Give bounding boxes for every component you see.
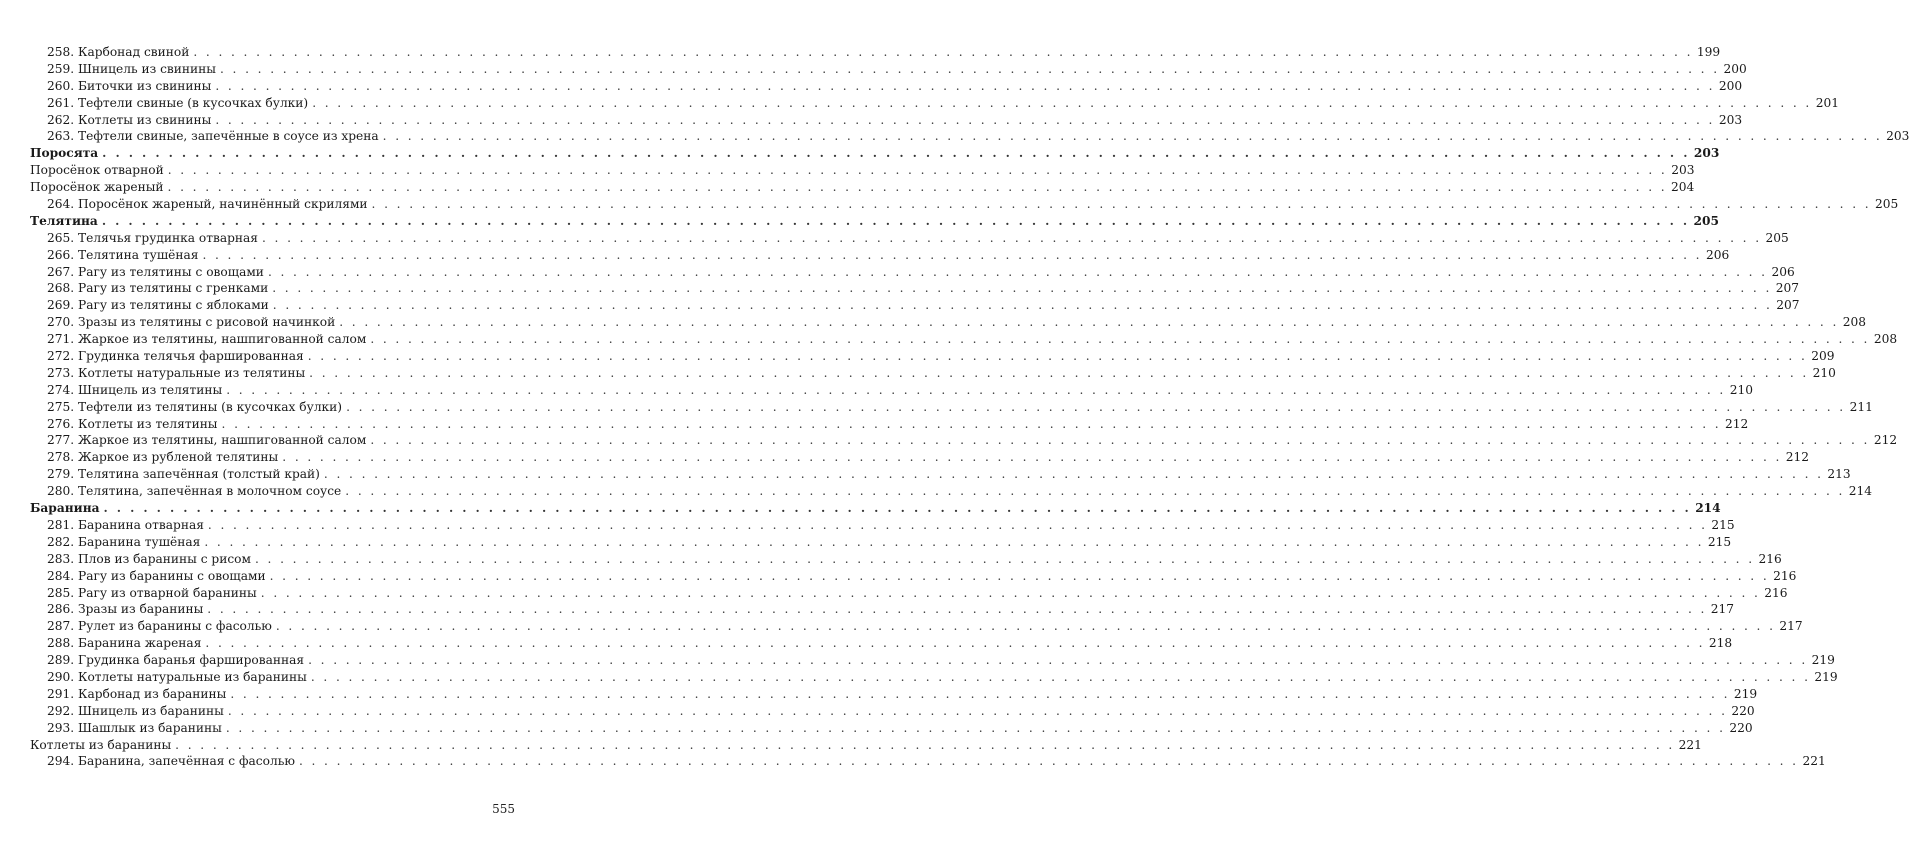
toc-entry[interactable] [30,686,1758,703]
toc-entry-title: 281. Баранина отварная [47,517,204,532]
dot-leader: . . . . . . . . . . . . . . . . . . . . . . . . . . . . . . . . . . . . . . . . . . . . . . . . . . . . . . . . . . . . . . . . . . . . . . . . . . . . . . . . . . . . . . . . . . . . . . . . . . . . . . . . . . . . . . . . . . . . . . . . [193,45,1693,59]
dot-leader: . . . . . . . . . . . . . . . . . . . . . . . . . . . . . . . . . . . . . . . . . . . . . . . . . . . . . . . . . . . . . . . . . . . . . . . . . . . . . . . . . . . . . . . . . . . . . . . . . . . . . . . . . . . . . . . . . . . . . . . . [269,568,1770,583]
toc-entry-title: Баранина [30,501,100,516]
dot-leader: . . . . . . . . . . . . . . . . . . . . . . . . . . . . . . . . . . . . . . . . . . . . . . . . . . . . . . . . . . . . . . . . . . . . . . . . . . . . . . . . . . . . . . . . . . . . . . . . . . . . . . . . . . . . . . . . . . . . . . . . [167,180,1668,195]
toc-entry-title: 292. Шницель из баранины [47,703,224,718]
toc-entry-page: 217 [1710,602,1735,617]
toc-entry[interactable] [30,449,1810,466]
dot-leader: . . . . . . . . . . . . . . . . . . . . . . . . . . . . . . . . . . . . . . . . . . . . . . . . . . . . . . . . . . . . . . . . . . . . . . . . . . . . . . . . . . . . . . . . . . . . . . . . . . . . . . . . . . . . . . . . . . . . . . . . [227,703,1728,718]
toc-entry-page: 217 [1779,619,1803,634]
toc-entry[interactable] [30,399,1873,416]
dot-leader: . . . . . . . . . . . . . . . . . . . . . . . . . . . . . . . . . . . . . . . . . . . . . . . . . . . . . . . . . . . . . . . . . . . . . . . . . . . . . . . . . . . . . . . . . . . . . . . . . . . . . . . . . . . . . . . . . . . . . . . . [102,146,1690,161]
toc-entry-title: 288. Баранина жареная [47,636,202,651]
dot-leader: . . . . . . . . . . . . . . . . . . . . . . . . . . . . . . . . . . . . . . . . . . . . . . . . . . . . . . . . . . . . . . . . . . . . . . . . . . . . . . . . . . . . . . . . . . . . . . . . . . . . . . . . . . . . . . . . . . . . . . . . [175,737,1675,752]
toc-entry-title: 272. Грудинка телячья фаршированная [47,349,304,364]
toc-entry-title: 271. Жаркое из телятины, нашпигованной салом [47,332,367,347]
dot-leader: . . . . . . . . . . . . . . . . . . . . . . . . . . . . . . . . . . . . . . . . . . . . . . . . . . . . . . . . . . . . . . . . . . . . . . . . . . . . . . . . . . . . . . . . . . . . . . . . . . . . . . . . . . . . . . . . . . . . . . . . [225,720,1726,735]
table-of-contents [30,44,1909,770]
toc-entry[interactable] [30,568,1797,585]
toc-entry-page: 211 [1849,399,1873,414]
toc-entry[interactable] [30,162,1695,179]
toc-entry-page: 219 [1814,669,1838,684]
toc-entry-title: 277. Жаркое из телятины, нашпигованной салом [47,433,367,448]
dot-leader: . . . . . . . . . . . . . . . . . . . . . . . . . . . . . . . . . . . . . . . . . . . . . . . . . . . . . . . . . . . . . . . . . . . . . . . . . . . . . . . . . . . . . . . . . . . . . . . . . . . . . . . . . . . . . . . . . . . . . . . . [226,382,1726,397]
toc-entry-page: 212 [1785,450,1810,465]
toc-entry[interactable] [30,331,1898,348]
toc-entry-title: 274. Шницель из телятины [47,382,223,397]
dot-leader: . . . . . . . . . . . . . . . . . . . . . . . . . . . . . . . . . . . . . . . . . . . . . . . . . . . . . . . . . . . . . . . . . . . . . . . . . . . . . . . . . . . . . . . . . . . . . . . . . . . . . . . . . . . . . . . . . . . . . . . . [267,264,1768,279]
dot-leader: . . . . . . . . . . . . . . . . . . . . . . . . . . . . . . . . . . . . . . . . . . . . . . . . . . . . . . . . . . . . . . . . . . . . . . . . . . . . . . . . . . . . . . . . . . . . . . . . . . . . . . . . . . . . . . . . . . . . . . . . [370,433,1870,448]
toc-entry-title: 290. Котлеты натуральные из баранины [47,669,307,684]
page-number: 555 [492,802,515,816]
toc-entry-page: 216 [1773,568,1797,583]
toc-entry[interactable] [30,585,1788,602]
toc-entry-page: 199 [1696,45,1721,59]
toc-entry-title: 266. Телятина тушёная [47,247,199,262]
toc-entry-title: 275. Тефтели из телятины (в кусочках булки) [47,399,343,414]
toc-entry[interactable] [30,314,1867,331]
toc-entry[interactable] [30,230,1789,247]
dot-leader: . . . . . . . . . . . . . . . . . . . . . . . . . . . . . . . . . . . . . . . . . . . . . . . . . . . . . . . . . . . . . . . . . . . . . . . . . . . . . . . . . . . . . . . . . . . . . . . . . . . . . . . . . . . . . . . . . . . . . . . . [310,669,1811,684]
toc-entry-title: 262. Котлеты из свинины [47,112,212,127]
dot-leader: . . . . . . . . . . . . . . . . . . . . . . . . . . . . . . . . . . . . . . . . . . . . . . . . . . . . . . . . . . . . . . . . . . . . . . . . . . . . . . . . . . . . . . . . . . . . . . . . . . . . . . . . . . . . . . . . . . . . . . . . [254,551,1755,566]
toc-entry-title: Котлеты из баранины [30,737,172,752]
toc-entry-title: 289. Грудинка баранья фаршированная [47,653,305,668]
toc-entry[interactable] [30,179,1695,196]
toc-entry-page: 205 [1693,213,1719,228]
dot-leader: . . . . . . . . . . . . . . . . . . . . . . . . . . . . . . . . . . . . . . . . . . . . . . . . . . . . . . . . . . . . . . . . . . . . . . . . . . . . . . . . . . . . . . . . . . . . . . . . . . . . . . . . . . . . . . . . . . . . . . . . [345,484,1845,499]
toc-entry-page: 208 [1842,315,1867,330]
dot-leader: . . . . . . . . . . . . . . . . . . . . . . . . . . . . . . . . . . . . . . . . . . . . . . . . . . . . . . . . . . . . . . . . . . . . . . . . . . . . . . . . . . . . . . . . . . . . . . . . . . . . . . . . . . . . . . . . . . . . . . . . [167,163,1668,178]
toc-entry-title: 287. Рулет из баранины с фасолью [47,619,272,634]
dot-leader: . . . . . . . . . . . . . . . . . . . . . . . . . . . . . . . . . . . . . . . . . . . . . . . . . . . . . . . . . . . . . . . . . . . . . . . . . . . . . . . . . . . . . . . . . . . . . . . . . . . . . . . . . . . . . . . . . . . . . . . . [370,332,1870,347]
toc-entry-title: 270. Зразы из телятины с рисовой начинкой [47,315,336,330]
toc-entry-page: 216 [1764,585,1788,600]
dot-leader: . . . . . . . . . . . . . . . . . . . . . . . . . . . . . . . . . . . . . . . . . . . . . . . . . . . . . . . . . . . . . . . . . . . . . . . . . . . . . . . . . . . . . . . . . . . . . . . . . . . . . . . . . . . . . . . . . . . . . . . . [260,585,1761,600]
toc-entry-title: 293. Шашлык из баранины [47,720,222,735]
toc-entry-title: 286. Зразы из баранины [47,602,204,617]
toc-entry-page: 207 [1776,298,1800,313]
toc-entry[interactable] [30,517,1735,534]
toc-entry-page: 203 [1693,146,1720,161]
toc-entry-page: 205 [1765,230,1789,245]
toc-entry[interactable] [30,703,1755,720]
dot-leader: . . . . . . . . . . . . . . . . . . . . . . . . . . . . . . . . . . . . . . . . . . . . . . . . . . . . . . . . . . . . . . . . . . . . . . . . . . . . . . . . . . . . . . . . . . . . . . . . . . . . . . . . . . . . . . . . . . . . . . . . [204,534,1704,549]
dot-leader: . . . . . . . . . . . . . . . . . . . . . . . . . . . . . . . . . . . . . . . . . . . . . . . . . . . . . . . . . . . . . . . . . . . . . . . . . . . . . . . . . . . . . . . . . . . . . . . . . . . . . . . . . . . . . . . . . . . . . . . . [323,467,1824,482]
toc-entry-page: 209 [1811,349,1835,364]
toc-entry[interactable] [30,78,1743,95]
toc-entry-page: 203 [1671,163,1695,178]
dot-leader: . . . . . . . . . . . . . . . . . . . . . . . . . . . . . . . . . . . . . . . . . . . . . . . . . . . . . . . . . . . . . . . . . . . . . . . . . . . . . . . . . . . . . . . . . . . . . . . . . . . . . . . . . . . . . . . . . . . . . . . . [382,129,1883,144]
toc-entry[interactable] [30,753,1826,770]
toc-entry[interactable] [30,601,1735,618]
toc-entry-title: Поросёнок отварной [30,163,164,178]
dot-leader: . . . . . . . . . . . . . . . . . . . . . . . . . . . . . . . . . . . . . . . . . . . . . . . . . . . . . . . . . . . . . . . . . . . . . . . . . . . . . . . . . . . . . . . . . . . . . . . . . . . . . . . . . . . . . . . . . . . . . . . . [307,349,1808,364]
toc-entry-title: 267. Рагу из телятины с овощами [47,264,264,279]
toc-entry-page: 218 [1708,636,1733,651]
toc-entry-title: 260. Биточки из свинины [47,78,212,93]
dot-leader: . . . . . . . . . . . . . . . . . . . . . . . . . . . . . . . . . . . . . . . . . . . . . . . . . . . . . . . . . . . . . . . . . . . . . . . . . . . . . . . . . . . . . . . . . . . . . . . . . . . . . . . . . . . . . . . . . . . . . . . . [207,602,1707,617]
dot-leader: . . . . . . . . . . . . . . . . . . . . . . . . . . . . . . . . . . . . . . . . . . . . . . . . . . . . . . . . . . . . . . . . . . . . . . . . . . . . . . . . . . . . . . . . . . . . . . . . . . . . . . . . . . . . . . . . . . . . . . . . [282,450,1782,465]
toc-entry[interactable] [30,112,1743,129]
toc-section-heading[interactable] [30,145,1720,162]
toc-entry[interactable] [30,95,1839,112]
toc-entry[interactable] [30,382,1753,399]
toc-entry-title: 294. Баранина, запечённая с фасолью [47,754,295,769]
toc-entry-title: 280. Телятина, запечённая в молочном соусе [47,484,342,499]
toc-entry[interactable] [30,551,1782,568]
toc-entry-page: 216 [1758,551,1782,566]
toc-entry-page: 212 [1873,433,1898,448]
toc-entry-title: 269. Рагу из телятины с яблоками [47,298,269,313]
dot-leader: . . . . . . . . . . . . . . . . . . . . . . . . . . . . . . . . . . . . . . . . . . . . . . . . . . . . . . . . . . . . . . . . . . . . . . . . . . . . . . . . . . . . . . . . . . . . . . . . . . . . . . . . . . . . . . . . . . . . . . . . [221,416,1722,431]
toc-entry[interactable] [30,297,1800,314]
toc-entry-page: 214 [1848,484,1873,499]
toc-entry[interactable] [30,416,1749,433]
toc-entry-page: 214 [1695,501,1721,516]
toc-entry-title: 283. Плов из баранины с рисом [47,551,251,566]
toc-entry-page: 219 [1733,686,1758,701]
dot-leader: . . . . . . . . . . . . . . . . . . . . . . . . . . . . . . . . . . . . . . . . . . . . . . . . . . . . . . . . . . . . . . . . . . . . . . . . . . . . . . . . . . . . . . . . . . . . . . . . . . . . . . . . . . . . . . . . . . . . . . . . [339,315,1839,330]
toc-entry[interactable] [30,618,1803,635]
dot-leader: . . . . . . . . . . . . . . . . . . . . . . . . . . . . . . . . . . . . . . . . . . . . . . . . . . . . . . . . . . . . . . . . . . . . . . . . . . . . . . . . . . . . . . . . . . . . . . . . . . . . . . . . . . . . . . . . . . . . . . . . [272,298,1773,313]
toc-entry-page: 200 [1723,61,1747,76]
toc-list [30,44,1909,770]
toc-entry-page: 213 [1827,467,1851,482]
toc-entry-page: 204 [1671,180,1695,195]
toc-entry-title: 284. Рагу из баранины с овощами [47,568,266,583]
dot-leader: . . . . . . . . . . . . . . . . . . . . . . . . . . . . . . . . . . . . . . . . . . . . . . . . . . . . . . . . . . . . . . . . . . . . . . . . . . . . . . . . . . . . . . . . . . . . . . . . . . . . . . . . . . . . . . . . . . . . . . . . [298,754,1799,769]
toc-entry[interactable] [30,466,1851,483]
dot-leader: . . . . . . . . . . . . . . . . . . . . . . . . . . . . . . . . . . . . . . . . . . . . . . . . . . . . . . . . . . . . . . . . . . . . . . . . . . . . . . . . . . . . . . . . . . . . . . . . . . . . . . . . . . . . . . . . . . . . . . . . [207,517,1708,532]
toc-entry-page: 208 [1873,332,1898,347]
toc-entry[interactable] [30,44,1721,61]
dot-leader: . . . . . . . . . . . . . . . . . . . . . . . . . . . . . . . . . . . . . . . . . . . . . . . . . . . . . . . . . . . . . . . . . . . . . . . . . . . . . . . . . . . . . . . . . . . . . . . . . . . . . . . . . . . . . . . . . . . . . . . . [309,365,1809,380]
toc-entry[interactable] [30,737,1702,754]
toc-entry[interactable] [30,635,1733,652]
toc-entry-page: 206 [1771,264,1795,279]
toc-entry-page: 203 [1718,112,1743,127]
toc-section-heading[interactable] [30,500,1721,517]
toc-entry-page: 207 [1775,281,1799,296]
toc-entry-title: 278. Жаркое из рубленой телятины [47,450,279,465]
toc-entry-page: 210 [1729,382,1753,397]
dot-leader: . . . . . . . . . . . . . . . . . . . . . . . . . . . . . . . . . . . . . . . . . . . . . . . . . . . . . . . . . . . . . . . . . . . . . . . . . . . . . . . . . . . . . . . . . . . . . . . . . . . . . . . . . . . . . . . . . . . . . . . . [371,197,1872,212]
toc-entry-title: 279. Телятина запечённая (толстый край) [47,467,320,482]
toc-entry[interactable] [30,720,1753,737]
toc-entry[interactable] [30,247,1730,264]
toc-entry-page: 221 [1678,737,1702,752]
toc-entry-title: Поросята [30,146,99,161]
toc-entry-title: 264. Поросёнок жареный, начинённый скрилями [47,197,368,212]
toc-entry-page: 220 [1729,720,1753,735]
dot-leader: . . . . . . . . . . . . . . . . . . . . . . . . . . . . . . . . . . . . . . . . . . . . . . . . . . . . . . . . . . . . . . . . . . . . . . . . . . . . . . . . . . . . . . . . . . . . . . . . . . . . . . . . . . . . . . . . . . . . . . . . [205,636,1705,651]
dot-leader: . . . . . . . . . . . . . . . . . . . . . . . . . . . . . . . . . . . . . . . . . . . . . . . . . . . . . . . . . . . . . . . . . . . . . . . . . . . . . . . . . . . . . . . . . . . . . . . . . . . . . . . . . . . . . . . . . . . . . . . . [103,501,1692,516]
toc-entry-title: 263. Тефтели свиные, запечённые в соусе из хрена [47,129,379,144]
toc-entry[interactable] [30,264,1795,281]
toc-entry[interactable] [30,534,1732,551]
toc-entry[interactable] [30,652,1835,669]
toc-entry-page: 203 [1886,129,1909,144]
dot-leader: . . . . . . . . . . . . . . . . . . . . . . . . . . . . . . . . . . . . . . . . . . . . . . . . . . . . . . . . . . . . . . . . . . . . . . . . . . . . . . . . . . . . . . . . . . . . . . . . . . . . . . . . . . . . . . . . . . . . . . . . [215,78,1715,93]
dot-leader: . . . . . . . . . . . . . . . . . . . . . . . . . . . . . . . . . . . . . . . . . . . . . . . . . . . . . . . . . . . . . . . . . . . . . . . . . . . . . . . . . . . . . . . . . . . . . . . . . . . . . . . . . . . . . . . . . . . . . . . . [262,230,1762,245]
toc-entry-page: 219 [1811,653,1835,668]
toc-entry-page: 201 [1815,95,1839,110]
toc-entry-page: 215 [1711,517,1735,532]
toc-entry-page: 206 [1705,247,1730,262]
toc-entry-title: 276. Котлеты из телятины [47,416,218,431]
dot-leader: . . . . . . . . . . . . . . . . . . . . . . . . . . . . . . . . . . . . . . . . . . . . . . . . . . . . . . . . . . . . . . . . . . . . . . . . . . . . . . . . . . . . . . . . . . . . . . . . . . . . . . . . . . . . . . . . . . . . . . . . [215,112,1715,127]
toc-entry-page: 221 [1802,754,1826,769]
toc-entry-title: Поросёнок жареный [30,180,164,195]
toc-entry-page: 212 [1725,416,1749,431]
toc-entry-title: 291. Карбонад из баранины [47,686,227,701]
toc-entry-title: 261. Тефтели свиные (в кусочках булки) [47,95,309,110]
toc-entry[interactable] [30,365,1836,382]
toc-entry[interactable] [30,669,1838,686]
toc-entry-title: 259. Шницель из свинины [47,61,216,76]
dot-leader: . . . . . . . . . . . . . . . . . . . . . . . . . . . . . . . . . . . . . . . . . . . . . . . . . . . . . . . . . . . . . . . . . . . . . . . . . . . . . . . . . . . . . . . . . . . . . . . . . . . . . . . . . . . . . . . . . . . . . . . . [346,399,1846,414]
dot-leader: . . . . . . . . . . . . . . . . . . . . . . . . . . . . . . . . . . . . . . . . . . . . . . . . . . . . . . . . . . . . . . . . . . . . . . . . . . . . . . . . . . . . . . . . . . . . . . . . . . . . . . . . . . . . . . . . . . . . . . . . [308,653,1808,668]
toc-entry-title: 258. Карбонад свиной [47,45,190,59]
toc-entry[interactable] [30,483,1873,500]
toc-entry-title: 265. Телячья грудинка отварная [47,230,258,245]
toc-entry-page: 220 [1731,703,1755,718]
toc-entry-page: 215 [1707,534,1732,549]
toc-entry[interactable] [30,196,1899,213]
toc-entry-title: 268. Рагу из телятины с гренками [47,281,269,296]
dot-leader: . . . . . . . . . . . . . . . . . . . . . . . . . . . . . . . . . . . . . . . . . . . . . . . . . . . . . . . . . . . . . . . . . . . . . . . . . . . . . . . . . . . . . . . . . . . . . . . . . . . . . . . . . . . . . . . . . . . . . . . . [220,61,1720,76]
dot-leader: . . . . . . . . . . . . . . . . . . . . . . . . . . . . . . . . . . . . . . . . . . . . . . . . . . . . . . . . . . . . . . . . . . . . . . . . . . . . . . . . . . . . . . . . . . . . . . . . . . . . . . . . . . . . . . . . . . . . . . . . [202,247,1702,262]
toc-entry[interactable] [30,348,1835,365]
toc-entry-title: 273. Котлеты натуральные из телятины [47,365,306,380]
dot-leader: . . . . . . . . . . . . . . . . . . . . . . . . . . . . . . . . . . . . . . . . . . . . . . . . . . . . . . . . . . . . . . . . . . . . . . . . . . . . . . . . . . . . . . . . . . . . . . . . . . . . . . . . . . . . . . . . . . . . . . . . [272,281,1772,296]
toc-entry-title: Телятина [30,213,98,228]
toc-entry[interactable] [30,280,1799,297]
toc-entry[interactable] [30,128,1909,145]
dot-leader: . . . . . . . . . . . . . . . . . . . . . . . . . . . . . . . . . . . . . . . . . . . . . . . . . . . . . . . . . . . . . . . . . . . . . . . . . . . . . . . . . . . . . . . . . . . . . . . . . . . . . . . . . . . . . . . . . . . . . . . . [101,213,1690,228]
toc-entry-page: 205 [1875,197,1899,212]
dot-leader: . . . . . . . . . . . . . . . . . . . . . . . . . . . . . . . . . . . . . . . . . . . . . . . . . . . . . . . . . . . . . . . . . . . . . . . . . . . . . . . . . . . . . . . . . . . . . . . . . . . . . . . . . . . . . . . . . . . . . . . . [230,686,1730,701]
toc-entry-page: 210 [1812,365,1836,380]
toc-entry-title: 282. Баранина тушёная [47,534,201,549]
toc-entry-page: 200 [1718,78,1743,93]
dot-leader: . . . . . . . . . . . . . . . . . . . . . . . . . . . . . . . . . . . . . . . . . . . . . . . . . . . . . . . . . . . . . . . . . . . . . . . . . . . . . . . . . . . . . . . . . . . . . . . . . . . . . . . . . . . . . . . . . . . . . . . . [312,95,1812,110]
toc-entry[interactable] [30,61,1747,78]
toc-entry[interactable] [30,432,1898,449]
toc-entry-title: 285. Рагу из отварной баранины [47,585,257,600]
toc-section-heading[interactable] [30,213,1719,230]
dot-leader: . . . . . . . . . . . . . . . . . . . . . . . . . . . . . . . . . . . . . . . . . . . . . . . . . . . . . . . . . . . . . . . . . . . . . . . . . . . . . . . . . . . . . . . . . . . . . . . . . . . . . . . . . . . . . . . . . . . . . . . . [275,619,1776,634]
